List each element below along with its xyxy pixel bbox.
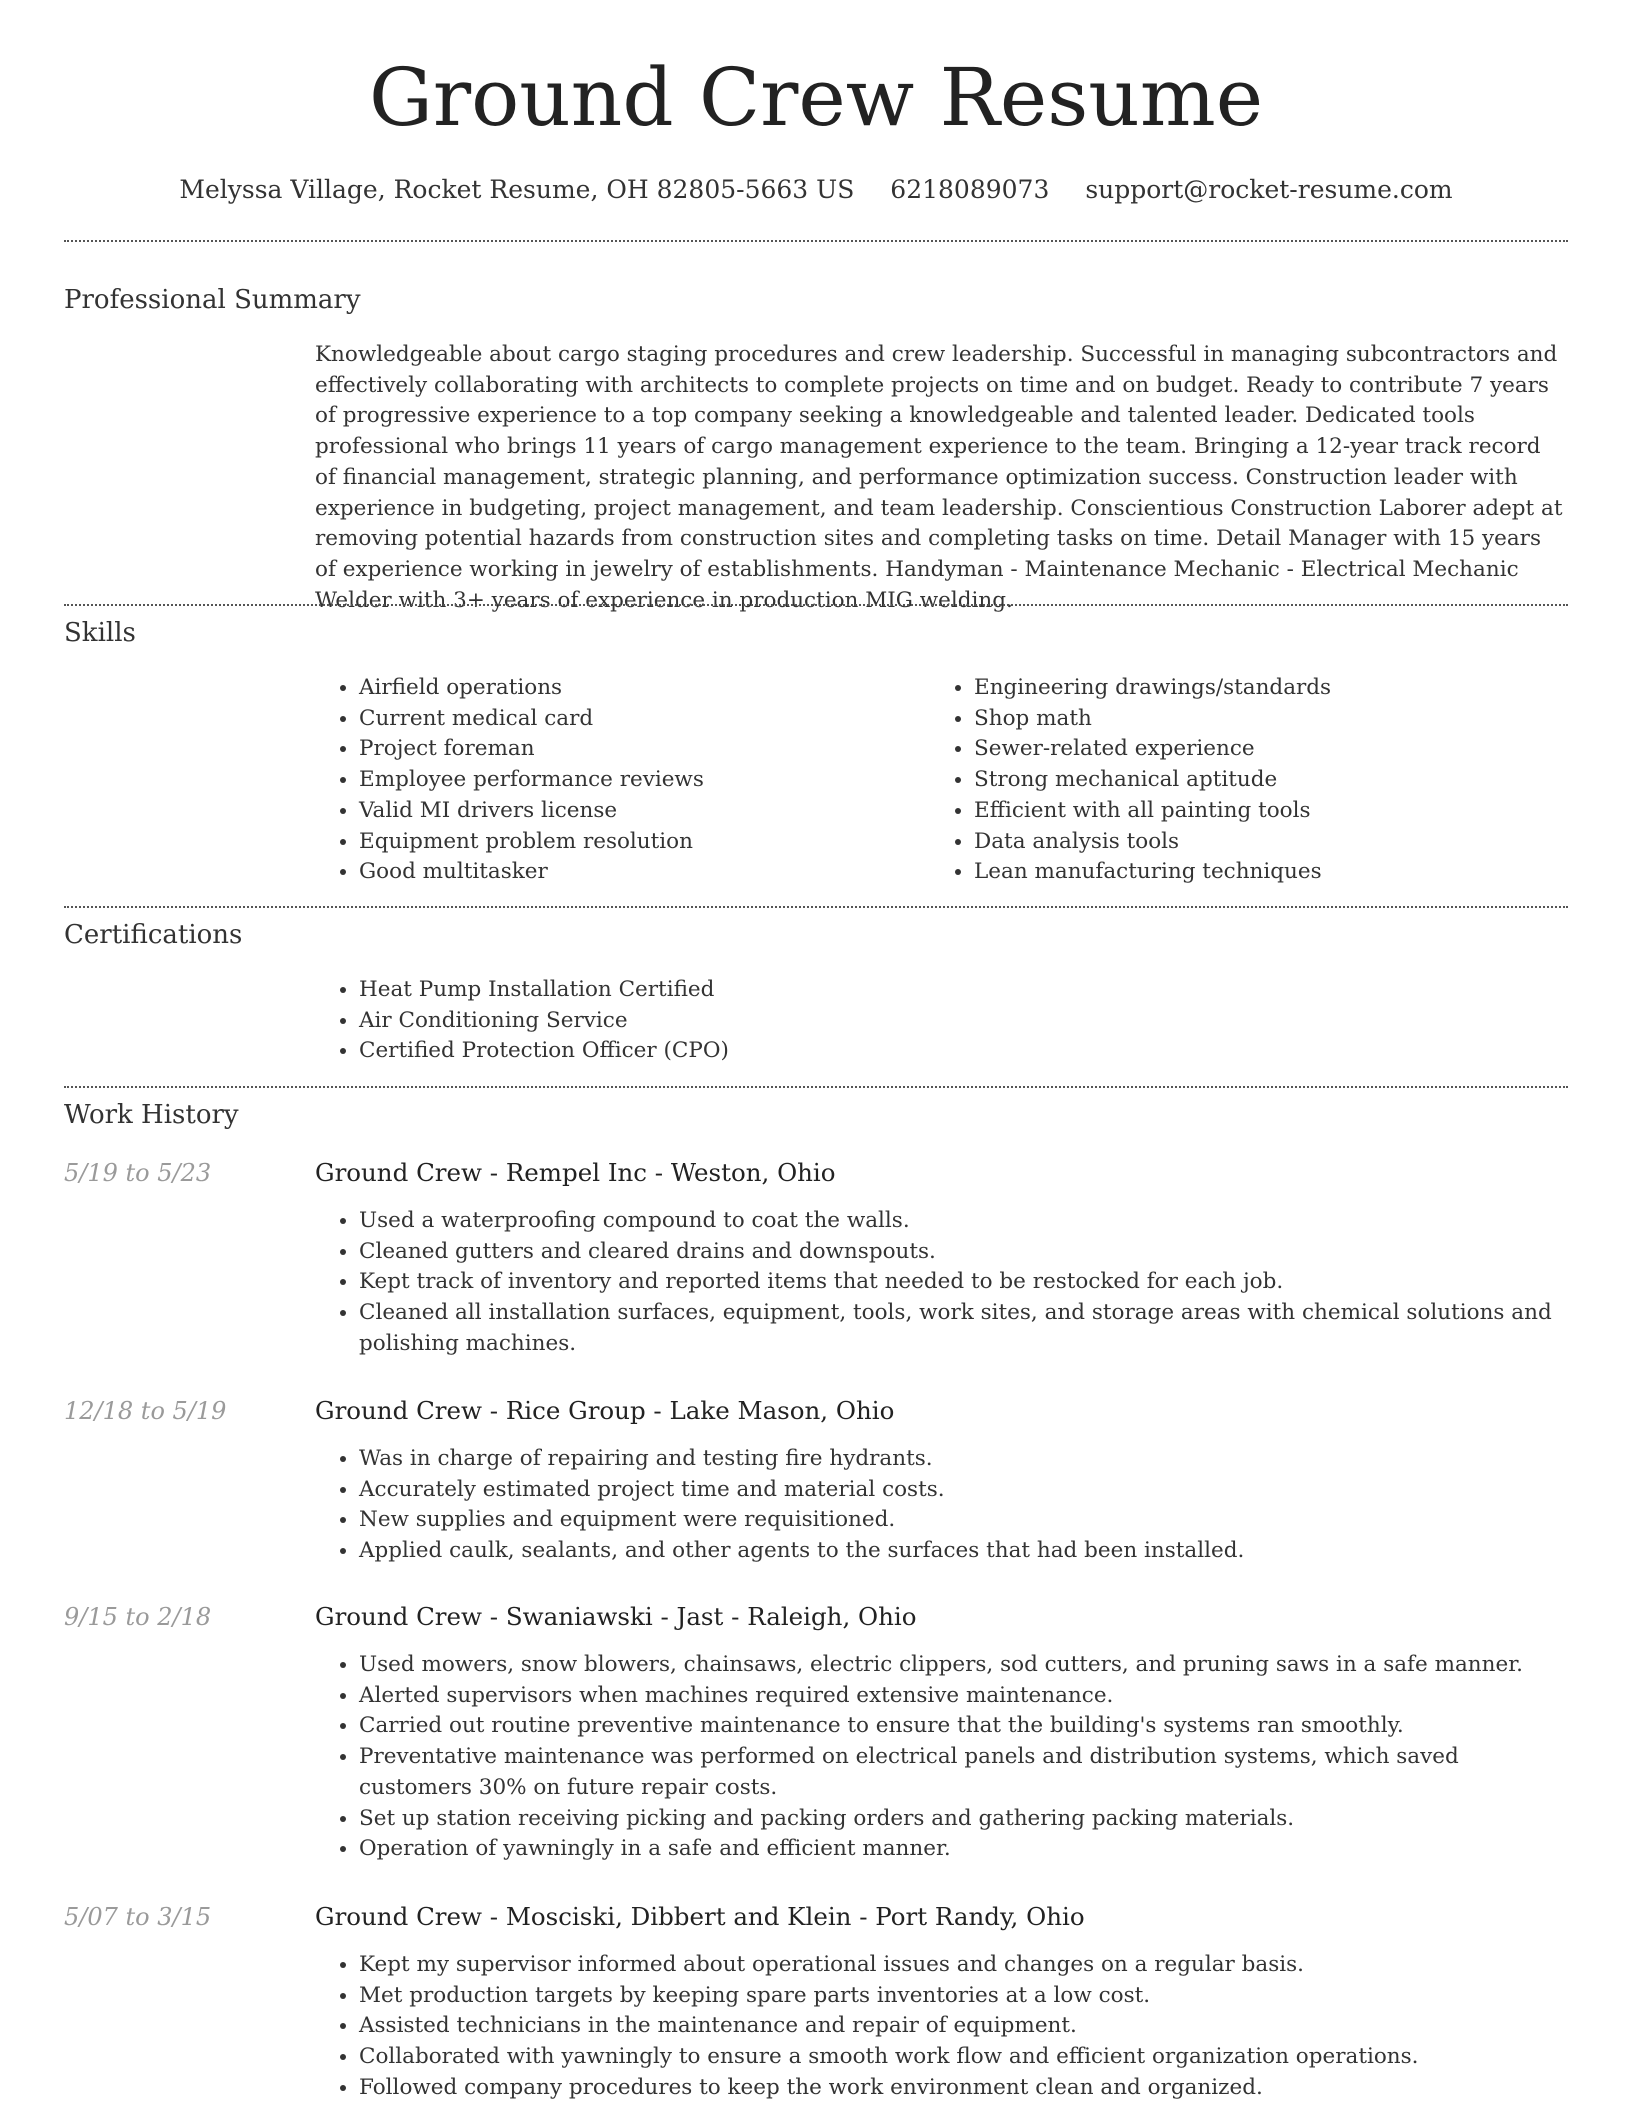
skill-item: • Lean manufacturing techniques: [974, 857, 1574, 888]
section-title-summary: Professional Summary: [64, 285, 361, 315]
job-bullet: • Preventative maintenance was performed on electrical panels and distribution systems, which saved customers 30% on future repair costs.: [359, 1742, 1568, 1803]
certification-item: • Air Conditioning Service: [359, 1006, 1359, 1037]
certification-item: • Heat Pump Installation Certified: [359, 975, 1359, 1006]
job-bullet: • Applied caulk, sealants, and other agents to the surfaces that had been installed.: [359, 1536, 1568, 1567]
job-bullets: [315, 1206, 1568, 1360]
section-title-skills: Skills: [64, 618, 136, 648]
job-dates: 12/18 to 5/19: [64, 1397, 227, 1425]
contact-phone[interactable]: 6218089073: [890, 175, 1050, 204]
job-title: Ground Crew - Swaniawski - Jast - Raleigh, Ohio: [315, 1602, 917, 1631]
divider: [64, 906, 1568, 908]
job-title: Ground Crew - Rice Group - Lake Mason, Ohio: [315, 1396, 895, 1425]
job-bullet: • Collaborated with yawningly to ensure a smooth work flow and efficient organization operations.: [359, 2042, 1568, 2073]
skill-item: • Project foreman: [359, 734, 929, 765]
job-bullet: • Assisted technicians in the maintenance and repair of equipment.: [359, 2011, 1568, 2042]
job-bullets: [315, 1444, 1568, 1567]
skill-item: • Valid MI drivers license: [359, 796, 929, 827]
certifications-list: [315, 975, 1359, 1067]
skill-item: • Airfield operations: [359, 673, 929, 704]
job-bullet: • Kept my supervisor informed about operational issues and changes on a regular basis.: [359, 1950, 1568, 1981]
job-bullet: • Followed company procedures to keep the work environment clean and organized.: [359, 2073, 1568, 2104]
job-bullet: • Used mowers, snow blowers, chainsaws, electric clippers, sod cutters, and pruning saws in a safe manner.: [359, 1650, 1568, 1681]
certification-item: • Certified Protection Officer (CPO): [359, 1036, 1359, 1067]
job-bullet: • Carried out routine preventive maintenance to ensure that the building's systems ran smoothly.: [359, 1711, 1568, 1742]
contact-line: [64, 170, 1568, 210]
skill-item: • Equipment problem resolution: [359, 827, 929, 858]
section-title-work-history: Work History: [64, 1100, 239, 1130]
job-dates: 9/15 to 2/18: [64, 1603, 212, 1631]
divider: [64, 1086, 1568, 1088]
skill-item: • Sewer-related experience: [974, 734, 1574, 765]
job-dates: 5/07 to 3/15: [64, 1903, 212, 1931]
job-bullet: • Operation of yawningly in a safe and efficient manner.: [359, 1834, 1568, 1865]
job-bullet: • Cleaned gutters and cleared drains and downspouts.: [359, 1237, 1568, 1268]
skill-item: • Good multitasker: [359, 857, 929, 888]
job-title: Ground Crew - Mosciski, Dibbert and Klein - Port Randy, Ohio: [315, 1902, 1085, 1931]
divider: [64, 240, 1568, 242]
job-bullet: • Was in charge of repairing and testing fire hydrants.: [359, 1444, 1568, 1475]
skill-item: • Engineering drawings/standards: [974, 673, 1574, 704]
job-bullet: • Alerted supervisors when machines required extensive maintenance.: [359, 1681, 1568, 1712]
skill-item: • Shop math: [974, 704, 1574, 735]
skill-item: • Employee performance reviews: [359, 765, 929, 796]
job-bullets: [315, 1950, 1568, 2104]
job-bullet: • Accurately estimated project time and material costs.: [359, 1475, 1568, 1506]
job-dates: 5/19 to 5/23: [64, 1159, 212, 1187]
job-bullet: • Cleaned all installation surfaces, equipment, tools, work sites, and storage areas with chemical solutions and polishing machines.: [359, 1298, 1568, 1359]
job-bullet: • Kept track of inventory and reported items that needed to be restocked for each job.: [359, 1267, 1568, 1298]
contact-email[interactable]: support@rocket-resume.com: [1085, 175, 1453, 204]
job-bullet: • Met production targets by keeping spare parts inventories at a low cost.: [359, 1981, 1568, 2012]
contact-address: Melyssa Village, Rocket Resume, OH 82805-5663 US: [179, 175, 855, 204]
summary-text: Knowledgeable about cargo staging procedures and crew leadership. Successful in managing subcontractors and effectively collaborating with architects to complete projects on time and on budget. Ready to contribute 7 years of progressive experience to a top company seeking a knowledgeable and talented leader. Dedicated tools professional who brings 11 years of cargo management experience to the team. Bringing a 12-year track record of financial management, strategic planning, and performance optimization success. Construction leader with experience in budgeting, project management, and team leadership. Conscientious Construction Laborer adept at removing potential hazards from construction sites and completing tasks on time. Detail Manager with 15 years of experience working in jewelry of establishments. Handyman - Maintenance Mechanic - Electrical Mechanic Welder with 3+ years of experience in production MIG welding.: [315, 342, 1563, 613]
skills-list-left: [315, 673, 929, 888]
job-bullets: [315, 1650, 1568, 1865]
skill-item: • Current medical card: [359, 704, 929, 735]
job-bullet: • Used a waterproofing compound to coat the walls.: [359, 1206, 1568, 1237]
job-title: Ground Crew - Rempel Inc - Weston, Ohio: [315, 1158, 836, 1187]
skill-item: • Data analysis tools: [974, 827, 1574, 858]
divider: [64, 604, 1568, 606]
resume-title: Ground Crew Resume: [368, 51, 1264, 144]
skills-list-right: [930, 673, 1574, 888]
skill-item: • Strong mechanical aptitude: [974, 765, 1574, 796]
section-title-certifications: Certifications: [64, 920, 243, 950]
job-bullet: • Set up station receiving picking and packing orders and gathering packing materials.: [359, 1804, 1568, 1835]
job-bullet: • New supplies and equipment were requisitioned.: [359, 1505, 1568, 1536]
skill-item: • Efficient with all painting tools: [974, 796, 1574, 827]
